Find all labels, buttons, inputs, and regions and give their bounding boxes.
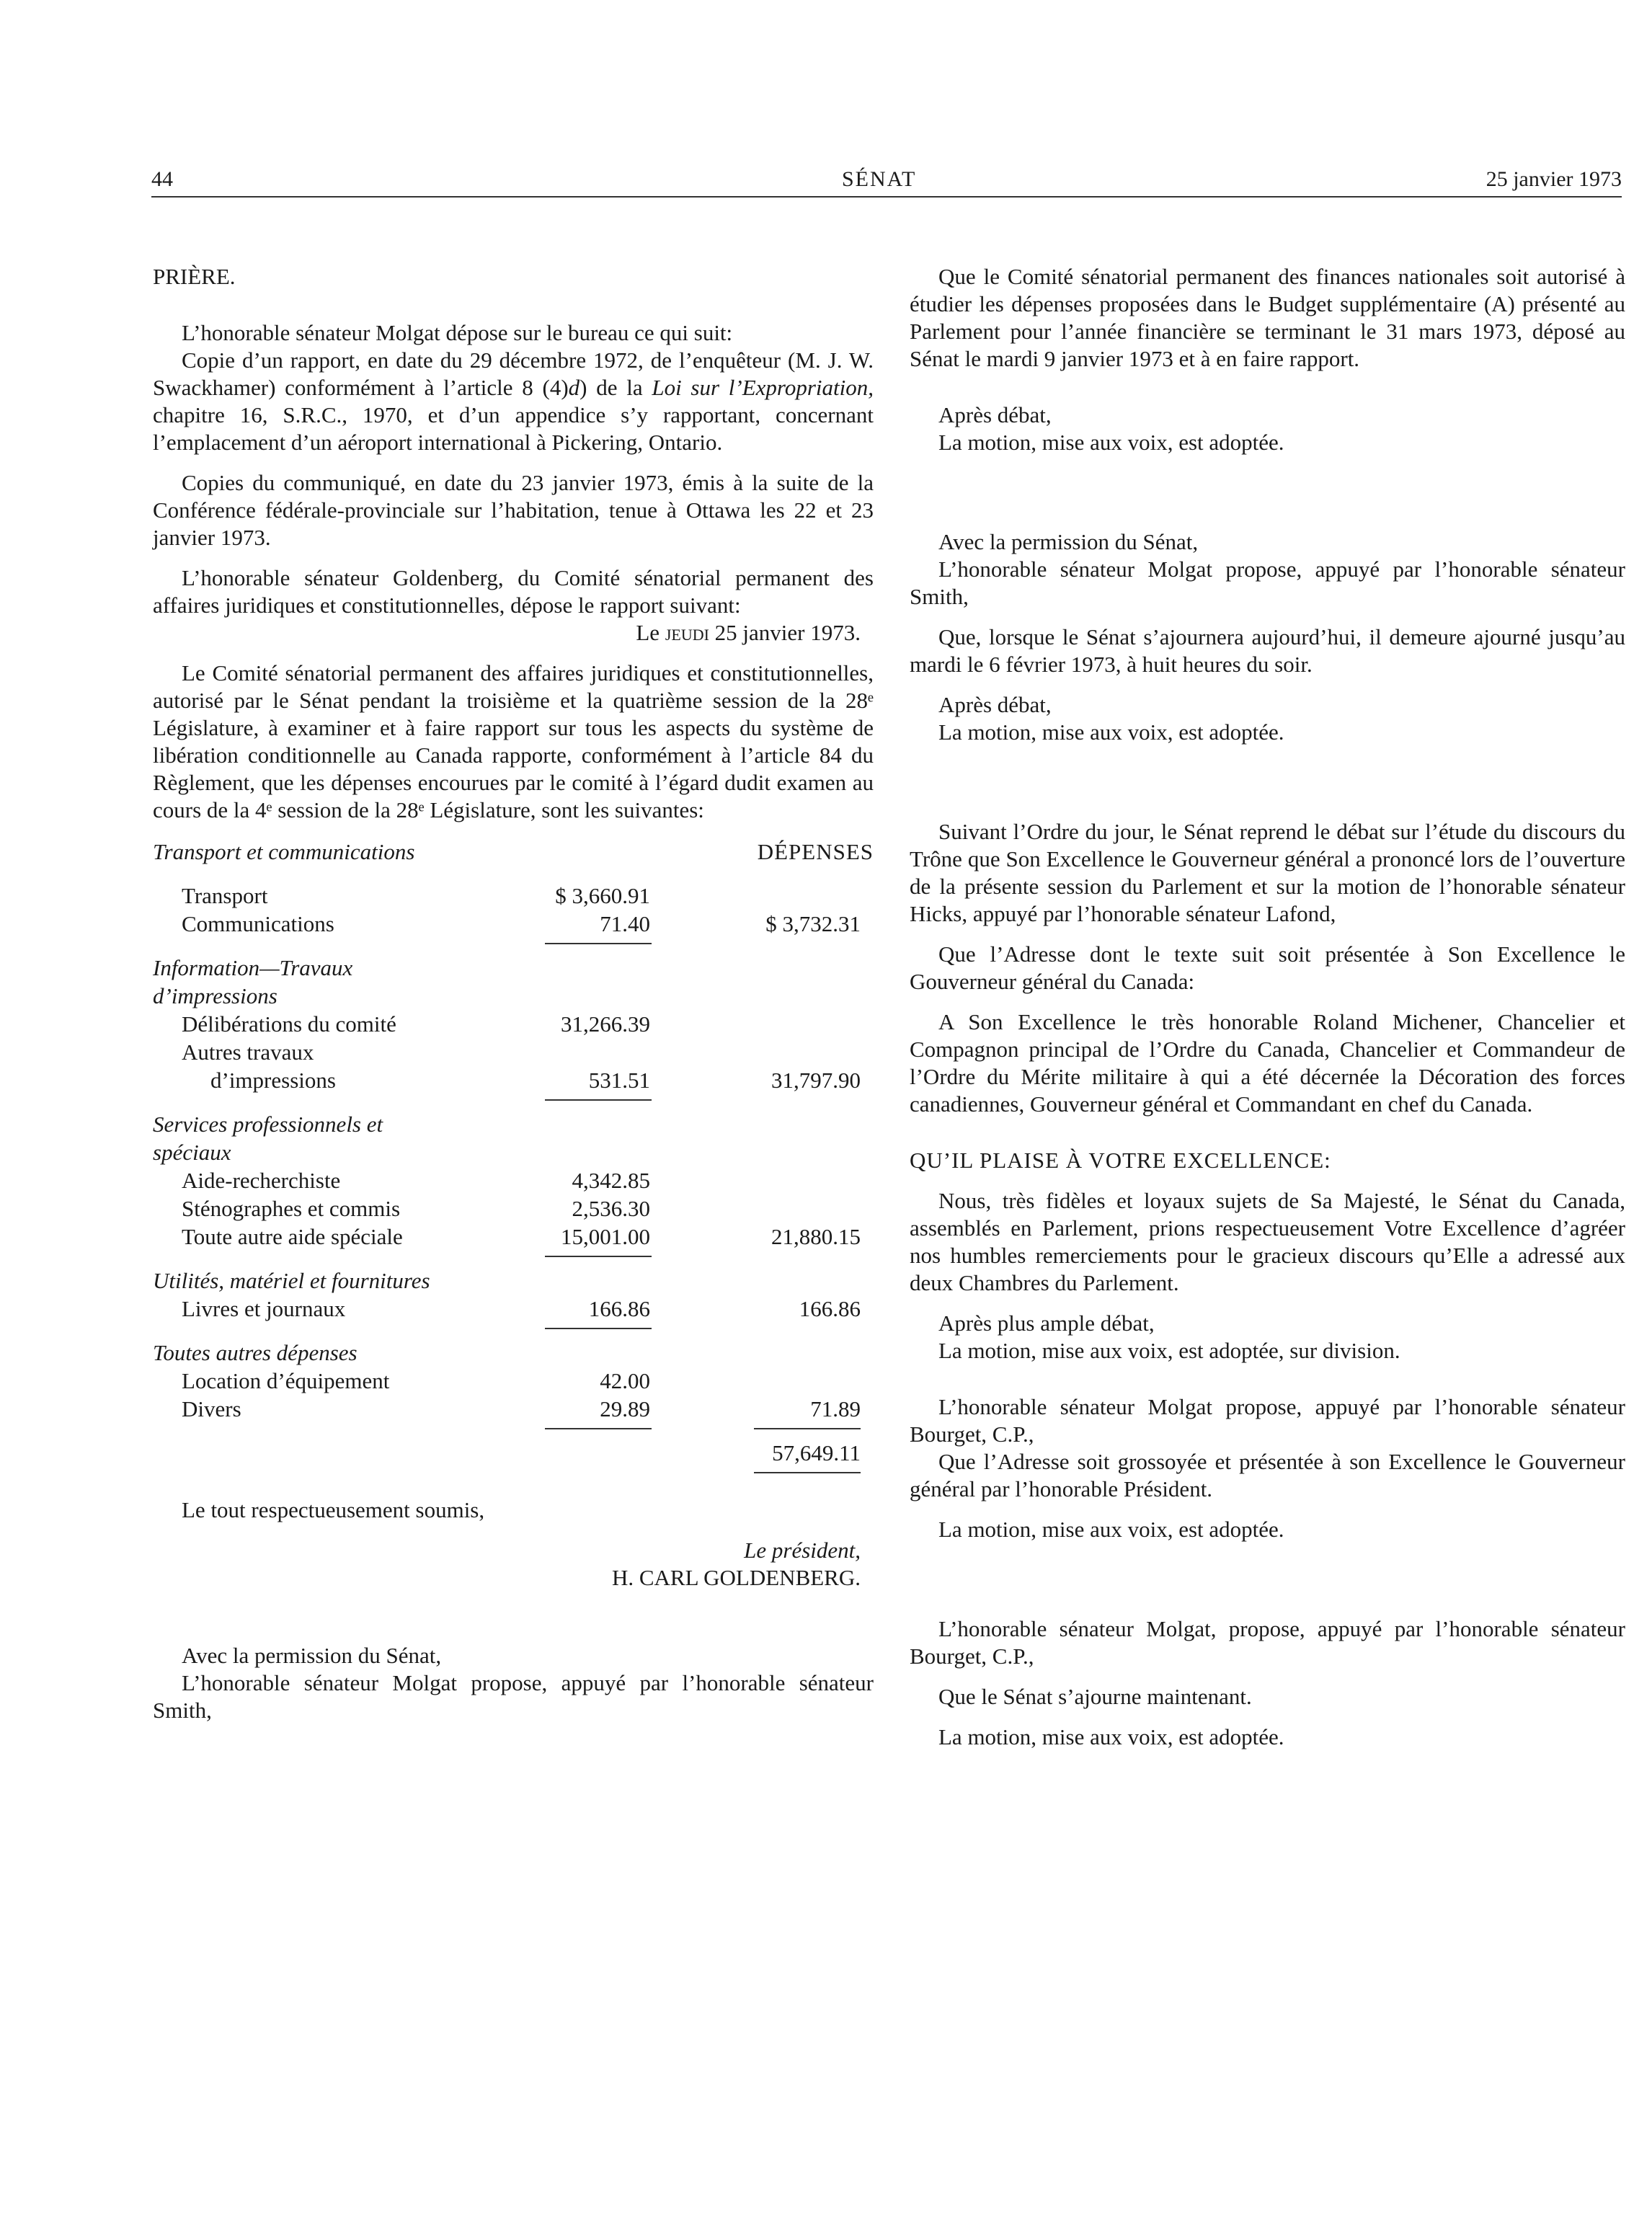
- paragraph: L’honorable sénateur Molgat dépose sur le bureau ce qui suit:: [182, 320, 733, 345]
- paragraph: La motion, mise aux voix, est adoptée.: [938, 1517, 1284, 1542]
- paragraph: Après débat,: [938, 402, 1052, 427]
- table-row: Communications 71.40 $ 3,732.31: [182, 911, 861, 936]
- category-label: Utilités, matériel et fournitures: [153, 1268, 430, 1293]
- paragraph: Copie d’un rapport, en date du 29 décembre 1972, de l’enquêteur (M. J. W. Swackhamer) conformément à l’article 8 (4)d) de la Loi sur l’Expropriation, chapitre 16, S.R.C., 1970, et d’un appendice s’y rapportant, concernant l’emplacement d’un aéroport international à Pickering, Ontario.: [153, 347, 874, 455]
- expense-table: [153, 838, 874, 1483]
- paragraph: Avec la permission du Sénat,: [938, 529, 1199, 554]
- signature-name: H. CARL GOLDENBERG.: [611, 1565, 861, 1590]
- paragraph: Suivant l’Ordre du jour, le Sénat reprend le débat sur l’étude du discours du Trône que Son Excellence le Gouverneur général a prononcé lors de l’ouverture de la présente session du Parlement et sur la motion de l’honorable sénateur Hicks, appuyé par l’honorable sénateur Lafond,: [910, 819, 1625, 926]
- category-label: Transport et communications: [153, 839, 415, 864]
- paragraph: L’honorable sénateur Goldenberg, du Comité sénatorial permanent des affaires juridiques et constitutionnelles, dépose le rapport suivant:: [153, 565, 874, 618]
- paragraph: Que l’Adresse dont le texte suit soit présentée à Son Excellence le Gouverneur général du Canada:: [910, 941, 1625, 994]
- table-row: Transport $ 3,660.91: [182, 883, 650, 908]
- paragraph: L’honorable sénateur Molgat propose, appuyé par l’honorable sénateur Bourget, C.P.,: [910, 1394, 1625, 1447]
- signature-title: Le président,: [744, 1538, 861, 1563]
- paragraph: A Son Excellence le très honorable Roland Michener, Chancelier et Compagnon principal de l’Ordre du Canada, Chancelier et Commandeur de l’Ordre du Mérite militaire à qui a été décernée la Décoration des forces canadiennes, Gouverneur général et Commandant en chef du Canada.: [910, 1009, 1625, 1117]
- subtotal-rule: [545, 943, 652, 944]
- paragraph: Après plus ample débat,: [938, 1310, 1155, 1336]
- subtotal-rule: [545, 1099, 652, 1101]
- paragraph: La motion, mise aux voix, est adoptée, sur division.: [938, 1338, 1400, 1363]
- paragraph: Que le Comité sénatorial permanent des finances nationales soit autorisé à étudier les dépenses proposées dans le Budget supplémentaire (A) présenté au Parlement pour l’année financière se terminant le 31 mars 1973, déposé au Sénat le mardi 9 janvier 1973 et à en faire rapport.: [910, 264, 1625, 371]
- category-label: d’impressions: [153, 983, 277, 1008]
- paragraph: L’honorable sénateur Molgat, propose, appuyé par l’honorable sénateur Bourget, C.P.,: [910, 1616, 1625, 1669]
- paragraph: Le Comité sénatorial permanent des affaires juridiques et constitutionnelles, autorisé par le Sénat pendant la troisième et la quatrième session de la 28ᵉ Législature, à examiner et à faire rapport sur tous les aspects du système de libération conditionnelle au Canada rapporte, conformément à l’article 84 du Règlement, que les dépenses encourues par le comité à l’égard dudit examen au cours de la 4ᵉ session de la 28ᵉ Législature, sont les suivantes:: [153, 660, 874, 822]
- table-row: Délibérations du comité 31,266.39: [182, 1011, 650, 1037]
- section-heading-priere: PRIÈRE.: [153, 264, 236, 289]
- paragraph: Avec la permission du Sénat,: [182, 1643, 442, 1668]
- paragraph: Le tout respectueusement soumis,: [182, 1497, 485, 1522]
- total-rule: [754, 1428, 861, 1429]
- grand-total-row: 57,649.11: [772, 1440, 861, 1465]
- paragraph: Après débat,: [938, 692, 1052, 717]
- page-date: 25 janvier 1973: [1486, 167, 1622, 191]
- total-rule: [754, 1472, 861, 1473]
- header-rule: [151, 196, 1622, 198]
- subtotal-rule: [545, 1256, 652, 1257]
- paragraph: Copies du communiqué, en date du 23 janvier 1973, émis à la suite de la Conférence fédérale-provinciale sur l’habitation, tenue à Ottawa les 22 et 23 janvier 1973.: [153, 470, 874, 550]
- paragraph: Que, lorsque le Sénat s’ajournera aujourd’hui, il demeure ajourné jusqu’au mardi le 6 février 1973, à huit heures du soir.: [910, 624, 1625, 677]
- category-label: Toutes autres dépenses: [153, 1340, 358, 1365]
- table-row: Aide-recherchiste 4,342.85: [182, 1168, 650, 1193]
- left-column: [153, 263, 874, 1724]
- column-heading: DÉPENSES: [757, 839, 874, 864]
- paragraph: La motion, mise aux voix, est adoptée.: [938, 430, 1284, 455]
- report-date: Le jeudi 25 janvier 1973.: [636, 620, 861, 645]
- table-row: Toute autre aide spéciale 15,001.00 21,880.15: [182, 1224, 861, 1249]
- category-label: Services professionnels et: [153, 1112, 383, 1137]
- paragraph: La motion, mise aux voix, est adoptée.: [938, 719, 1284, 745]
- table-row: Divers 29.89 71.89: [182, 1396, 861, 1421]
- paragraph: L’honorable sénateur Molgat propose, appuyé par l’honorable sénateur Smith,: [153, 1670, 874, 1723]
- table-row: d’impressions 531.51 31,797.90: [210, 1068, 861, 1093]
- page-header: [151, 166, 1622, 196]
- page-number: 44: [151, 167, 173, 191]
- paragraph: Nous, très fidèles et loyaux sujets de Sa Majesté, le Sénat du Canada, assemblés en Parlement, prions respectueusement Votre Excellence d’agréer nos humbles remerciements pour le gracieux discours qu’Elle a adressé aux deux Chambres du Parlement.: [910, 1188, 1625, 1295]
- paragraph: Que le Sénat s’ajourne maintenant.: [938, 1684, 1252, 1709]
- table-row: Sténographes et commis 2,536.30: [182, 1196, 650, 1221]
- subtotal-rule: [545, 1428, 652, 1429]
- category-label: Information—Travaux: [153, 955, 353, 980]
- table-row: Livres et journaux 166.86 166.86: [182, 1296, 861, 1321]
- address-heading: QU’IL PLAISE À VOTRE EXCELLENCE:: [910, 1148, 1331, 1173]
- paragraph: La motion, mise aux voix, est adoptée.: [938, 1724, 1284, 1749]
- page-title: SÉNAT: [842, 167, 917, 191]
- paragraph: Que l’Adresse soit grossoyée et présentée à son Excellence le Gouverneur général par l’honorable Président.: [910, 1449, 1625, 1501]
- paragraph: L’honorable sénateur Molgat propose, appuyé par l’honorable sénateur Smith,: [910, 556, 1625, 609]
- table-row: Location d’équipement 42.00: [182, 1368, 650, 1393]
- table-row: Autres travaux: [182, 1039, 314, 1065]
- category-label: spéciaux: [153, 1140, 231, 1165]
- subtotal-rule: [545, 1328, 652, 1329]
- right-column: [910, 263, 1625, 1751]
